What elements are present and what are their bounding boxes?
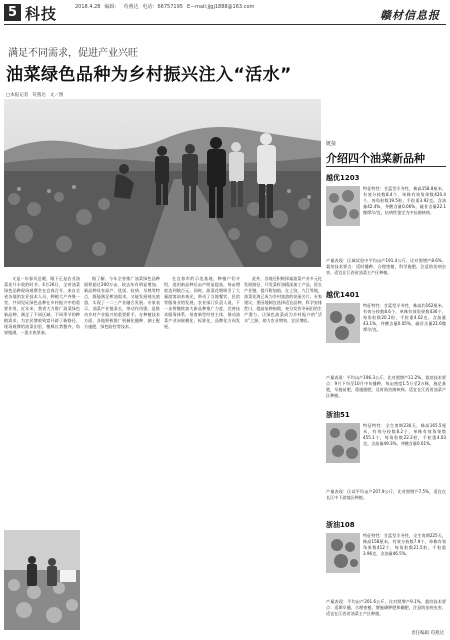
article-column-2	[84, 276, 160, 636]
article-byline	[6, 92, 67, 98]
variety-entry	[326, 290, 446, 411]
article-paragraph: 此外，各地还积极探索油菜产业多元化发展路径，开发菜籽油精深加工产品，延长产业链，提升附加值。在上饶、九江等地，油菜花海已成为乡村旅游的亮丽名片。专家建议，要因地制宜选择适宜品种，科学安排茬口，提高复种指数，充分发挥冬闲田的生产潜力，让绿色油菜成为乡村振兴的“活水”之源，助力农业增效、农民增收。	[244, 276, 322, 323]
issue-date: 2018.4.28	[75, 4, 101, 10]
article-paragraph: 在宜春市的示范基地，种植户们介绍，选用新品种后亩产明显提高，每亩增收达到数百元。同时，油菜花期吸引了大量游客前来观光，带动了当地餐饮、民宿等服务业的发展。农业部门负责人说，下一步将继续加大新品种推广力度，完善技术服务体系，培育新型经营主体，推动油菜产业向规模化、标准化、品牌化方向发展。	[164, 276, 240, 329]
variety-entry	[326, 410, 446, 513]
variety-photo	[326, 423, 360, 463]
article-paragraph: 又是一年春风送暖，眼下正是农业油菜花开丰收的时节。4月26日，全省油菜绿色品种现场观摩会在宜春召开，来自全省各地的农业技术人员、种植大户齐聚一堂，共同见证绿色品种在乡村振兴中的重要作用。近年来，我省大力推广油菜绿色新品种，满足了不同区域、不同季节的种植需求，为农民增收致富开辟了新路径。现场观摩的油菜田里，植株长势整齐，角果饱满，一派丰收景象。	[4, 276, 80, 335]
byline-role: 文／图	[49, 93, 64, 98]
paper-name: 赣材信息报	[380, 9, 440, 22]
editor-name: 苟燕达	[123, 4, 139, 10]
editor-label: 编辑：	[104, 4, 120, 10]
field-photo	[4, 530, 80, 630]
section-name: 科技	[25, 5, 58, 23]
variety-details: 产量表现：平均亩产196.3公斤，比对照增产11.2%。栽培技术要点：9月下旬至10月中旬播种，每亩密度1.5万至2万株，施足基肥，早施苗肥，重施腊肥，及时防治菌核病。适宜在江西省油菜产区种植。	[326, 375, 446, 398]
article-column-4	[244, 276, 322, 636]
masthead-rule	[4, 24, 446, 25]
phone: 电话：66757195	[142, 4, 183, 10]
article-column-3	[164, 276, 240, 636]
variety-sidebar	[326, 140, 446, 640]
variety-description: 特征特性：甘蓝型半冬性，株高约162厘米，有效分枝数8.6个，单株有效角果数436个，每角粒数20.1粒，千粒重4.02克。含油量43.1%，芥酸含量0.05%，硫苷含量21.6微摩尔/克。	[363, 303, 446, 332]
variety-description: 特征特性：全生育期230天，株高165.5厘米，有效分枝数8.2个，单株有效角果数455.1个，每角粒数22.2粒，千粒重4.03克。含油量49.3%，芥酸含量0.01%。	[363, 423, 446, 446]
page-number: 5	[4, 4, 21, 21]
email: E—mail:jjgj1888@163.com	[186, 4, 255, 10]
variety-details: 产量表现：平均亩产201.6公斤，比对照增产9.1%。栽培技术要点：适期早播，合理密植，增施磷钾肥和硼肥，注意防治病虫害。适宜在江西省油菜主产区种植。	[326, 599, 446, 616]
variety-photo	[326, 186, 360, 226]
variety-description: 特征特性：甘蓝型半冬性，株高158.8厘米，有效分枝数8.4个，单株有效角果数420.4个，每角粒数19.5粒，千粒重3.92克。含油量42.4%，芥酸含量0.06%，硫苷含量22.1微摩尔/克，抗病性鉴定为中抗菌核病。	[363, 186, 446, 215]
variety-name: 越优1203	[326, 174, 360, 182]
variety-entry	[326, 520, 446, 639]
sidebar-tag: 链接	[326, 141, 337, 147]
editor-credit: 责任编辑 苟燕达	[411, 631, 444, 636]
page-masthead	[0, 0, 450, 26]
variety-name: 浙油51	[326, 411, 350, 419]
article-headline: 油菜绿色品种为乡村振兴注入“活水”	[6, 65, 292, 85]
photo-caption-rule	[4, 269, 321, 273]
sidebar-title: 介绍四个油菜新品种	[326, 152, 425, 165]
variety-name: 越优1401	[326, 291, 360, 299]
variety-photo	[326, 303, 360, 343]
byline-author: 苟燕达	[32, 93, 46, 98]
variety-photo	[326, 533, 360, 573]
byline-source: □本报记者	[6, 93, 29, 98]
variety-details: 产量表现：区域试验中平均亩产191.4公斤，比对照增产8.6%。栽培技术要点：适时播种，合理密植，科学施肥，注意防治病虫害。适宜在江西省油菜主产区种植。	[326, 258, 446, 275]
variety-name: 浙油108	[326, 521, 355, 529]
issue-meta	[75, 4, 258, 11]
variety-description: 特征特性：甘蓝型半冬性，全生育期225天，株高158厘米，有效分枝数7.9个，单株有效角果数412个，每角粒数21.5粒，千粒重3.96克，含油量46.5%。	[363, 533, 446, 556]
article-subtitle: 满足不同需求，促进产业兴旺	[8, 48, 138, 59]
sidebar-rule	[326, 166, 446, 167]
main-photo	[4, 99, 321, 267]
article-paragraph: 据了解，今年全省推广油菜绿色品种面积超过200万亩，较去年有明显增加。新品种具有高产、优质、抗病、早熟等特点，既能满足榨油需求，又能发展观光旅游，实现了一二三产业融合发展。专家表示，油菜产业链条长，带动作用强，是推动乡村产业振兴的重要抓手。在种植技术方面，各地积极推广机械化播种、测土配方施肥、绿色防控等技术。	[84, 276, 160, 329]
variety-entry	[326, 173, 446, 294]
variety-details: 产量表现：区试平均亩产207.9公斤，比对照增产7.5%，适宜在长江中下游地区种植。	[326, 489, 446, 500]
